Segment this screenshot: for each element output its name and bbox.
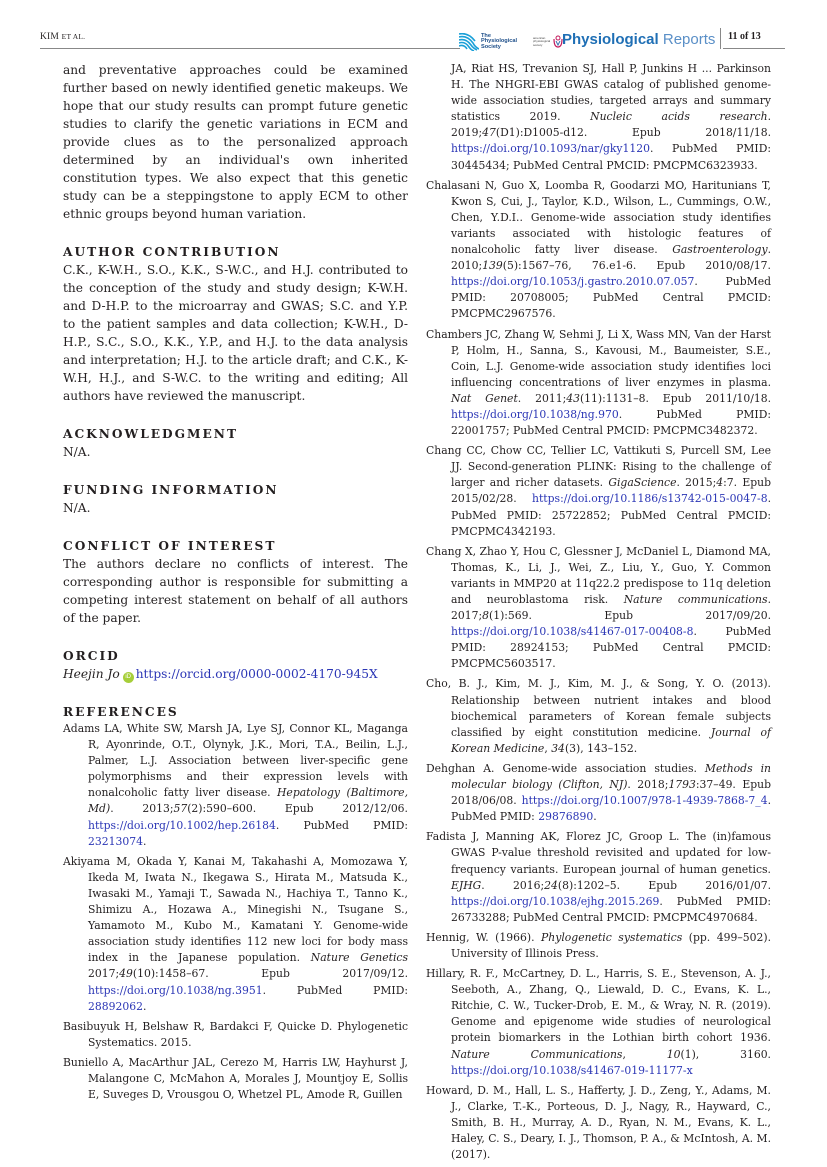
reference-doi-link[interactable]: https://doi.org/10.1186/s13742-015-0047-8 xyxy=(531,492,768,506)
reference-item xyxy=(426,676,771,756)
logo-line: Physiological xyxy=(481,38,518,45)
section-heading-references: REFERENCES xyxy=(63,705,179,719)
reference-text: (8):1202–5. Epub 2016/01/07. xyxy=(557,878,772,892)
reference-volume: 4 xyxy=(716,476,724,490)
running-head-authors: KIM xyxy=(40,32,60,42)
reference-text: . PubMed PMID: xyxy=(451,794,771,824)
reference-journal: Nature Genetics xyxy=(310,951,408,965)
reference-doi-link[interactable]: https://doi.org/10.1093/nar/gky1120 xyxy=(451,142,651,156)
reference-text: . 2016; xyxy=(481,878,545,892)
reference-volume: 139 xyxy=(482,259,503,273)
journal-brand-bold: Physiological xyxy=(562,31,659,48)
reference-doi-link[interactable]: https://doi.org/10.1007/978-1-4939-7868-7_4 xyxy=(521,794,768,808)
reference-volume: 34 xyxy=(551,741,565,755)
reference-item xyxy=(63,1055,408,1103)
reference-pmid-link[interactable]: 29876890 xyxy=(538,810,594,824)
reference-item xyxy=(426,61,771,174)
reference-volume: 1793 xyxy=(668,778,696,792)
section-heading-conflict: CONFLICT OF INTEREST xyxy=(63,539,277,553)
reference-text: . xyxy=(142,834,147,848)
header-rule xyxy=(40,48,460,49)
reference-volume: 10 xyxy=(666,1047,681,1061)
reference-journal: Nucleic acids research xyxy=(590,110,768,124)
reference-item xyxy=(426,544,771,673)
reference-item xyxy=(426,930,771,962)
reference-text: Buniello A, MacArthur JAL, Cerezo M, Harris LW, Hayhurst J, Malangone C, McMahon A, Morales J, Mountjoy E, Sollis E, Suveges D, Vrousgou O, Whetzel PL, Amode R, Guillen xyxy=(63,1055,408,1102)
reference-volume: 24 xyxy=(544,878,558,892)
logo-line: society xyxy=(533,42,543,47)
reference-journal: Hepatology (Baltimore, Md) xyxy=(88,786,408,816)
reference-text: . PubMed PMID: 22001757; PubMed Central PMCID: PMCPMC3482372. xyxy=(451,407,771,438)
physiological-society-logo xyxy=(459,32,517,52)
reference-text: Cho, B. J., Kim, M. J., Kim, M. J., & Song, Y. O. (2013). Relationship between nutrient intakes and blood biochemical parameters of Korean female subjects classified by eight constitution medicine. xyxy=(426,677,771,739)
section-heading-author-contribution: AUTHOR CONTRIBUTION xyxy=(63,245,281,259)
reference-item xyxy=(63,721,408,850)
reference-item xyxy=(426,178,771,323)
reference-volume: 43 xyxy=(566,391,580,405)
running-head xyxy=(40,32,85,42)
reference-text: . 2010; xyxy=(451,243,771,273)
reference-text: . xyxy=(593,810,597,824)
journal-brand xyxy=(562,31,715,48)
reference-doi-link[interactable]: https://doi.org/10.1038/ng.3951 xyxy=(88,983,263,997)
orcid-link[interactable]: https://orcid.org/0000-0002-4170-945X xyxy=(135,667,378,681)
reference-text: . xyxy=(142,999,147,1013)
reference-text: . PubMed PMID: xyxy=(275,818,408,832)
reference-item xyxy=(426,966,771,1079)
section-heading-orcid: ORCID xyxy=(63,649,120,663)
reference-text: :37–49. Epub 2018/06/08. xyxy=(451,778,771,808)
left-column xyxy=(63,61,408,1107)
aps-logo-text xyxy=(533,37,550,47)
reference-journal: Methods in molecular biology (Clifton, NJ) xyxy=(451,761,772,792)
journal-brand-light: Reports xyxy=(662,31,716,48)
section-heading-acknowledgment: ACKNOWLEDGMENT xyxy=(63,427,239,441)
reference-item xyxy=(63,1019,408,1051)
reference-text: . PubMed PMID: 28924153; PubMed Central PMCID: PMCPMC5603517. xyxy=(451,625,771,671)
aps-logo xyxy=(533,32,564,52)
reference-text: (D1):D1005-d12. Epub 2018/11/18. xyxy=(495,126,771,140)
reference-text: (1), 3160. xyxy=(680,1047,771,1061)
reference-text: . 2015; xyxy=(676,476,717,490)
reference-text: Hennig, W. (1966). xyxy=(426,930,542,944)
reference-journal: Nature Communications xyxy=(451,1047,623,1061)
reference-text: Howard, D. M., Hall, L. S., Hafferty, J. D., Zeng, Y., Adams, M. J., Clarke, T.-K., Porteous, D. J., Nagy, R., Hayward, C., Smith, B. H., Murray, A. D., Ryan, N. M., Evans, K. L., Haley, C. S., Deary, I. J., Thomson, P. A., & McIntosh, A. M. (2017). xyxy=(426,1083,771,1162)
reference-doi-link[interactable]: https://doi.org/10.1038/ng.970 xyxy=(451,407,619,421)
running-head-etal: ET AL. xyxy=(61,32,86,41)
reference-item xyxy=(426,327,771,440)
conflict-body: The authors declare no conflicts of interest. The corresponding author is responsible for submitting a competing interest statement on behalf of all authors of the paper. xyxy=(63,557,408,625)
reference-doi-link[interactable]: https://doi.org/10.1053/j.gastro.2010.07.057 xyxy=(451,275,695,289)
logo-line: The xyxy=(481,32,491,39)
reference-item xyxy=(426,761,771,825)
author-contribution-body: C.K., K-W.H., S.O., K.K., S-W.C., and H.J. contributed to the conception of the study and study design; K-W.H. and D-H.P. to the microarray and GWAS; S.C. and Y.P. to the patient samples and data collection; K-W.H., D-H.P., S.C., S.O., K.K., Y.P., and H.J. to the data analysis and interpretation; H.J. to the article draft; and C.K., K-W.H, H.J., and S-W.C. to the writing and editing; All authors have reviewed the manuscript. xyxy=(63,263,408,403)
reference-text: (3), 143–152. xyxy=(564,741,638,755)
reference-text: Chang CC, Chow CC, Tellier LC, Vattikuti S, Purcell SM, Lee JJ. Second-generation PLINK: Rising to the challenge of larger and richer datasets. xyxy=(426,444,771,490)
orcid-author-name: Heejin Jo xyxy=(63,667,120,681)
reference-volume: 49 xyxy=(119,967,133,981)
reference-text: :7. Epub 2015/02/28. xyxy=(451,476,772,506)
reference-text: . PubMed PMID: 26733288; PubMed Central PMCID: PMCPMC4970684. xyxy=(451,894,771,924)
logo-line: physiological xyxy=(533,39,551,44)
acknowledgment-body: N/A. xyxy=(63,445,91,459)
reference-text: . 2013; xyxy=(110,802,174,816)
reference-text: (1):569. Epub 2017/09/20. xyxy=(489,609,771,623)
reference-volume: 57 xyxy=(173,802,188,816)
reference-doi-link[interactable]: https://doi.org/10.1038/s41467-017-00408-8 xyxy=(451,625,694,639)
reference-text: Chang X, Zhao Y, Hou C, Glessner J, McDaniel L, Diamond MA, Thomas, K., Li, J., Wei, Z., Liu, Y., Guo, Y. Common variants in MMP20 at 11q22.2 predispose to 11q deletion and neuroblastoma risk. xyxy=(426,544,771,606)
reference-text: . PubMed PMID: 25722852; PubMed Central PMCID: PMCPMC4342193. xyxy=(451,492,771,538)
reference-text: . PubMed PMID: 30445434; PubMed Central PMCID: PMCPMC6323933. xyxy=(451,142,771,172)
orcid-icon: iD xyxy=(123,672,134,683)
reference-journal: Nat Genet xyxy=(451,391,518,405)
reference-text: . 2018; xyxy=(627,778,669,792)
physiological-society-text xyxy=(481,34,517,51)
references-list-left xyxy=(63,721,408,1103)
reference-doi-link[interactable]: https://doi.org/10.1038/s41467-019-11177-x xyxy=(451,1063,693,1077)
reference-text: Basibuyuk H, Belshaw R, Bardakci F, Quicke D. Phylogenetic Systematics. 2015. xyxy=(63,1019,408,1049)
reference-text: (11):1131–8. Epub 2011/10/18. xyxy=(579,391,771,405)
page-number: 11 of 13 xyxy=(728,31,761,42)
reference-text: . PubMed PMID: xyxy=(262,983,408,997)
reference-text: Fadista J, Manning AK, Florez JC, Groop L. The (in)famous GWAS P-value threshold revisited and updated for low-frequency variants. European journal of human genetics. xyxy=(426,830,771,876)
orcid-entry xyxy=(63,665,408,683)
reference-item xyxy=(426,1083,771,1163)
section-heading-funding: FUNDING INFORMATION xyxy=(63,483,279,497)
reference-text: Dehghan A. Genome-wide association studies. xyxy=(426,761,705,775)
header-divider xyxy=(720,28,721,49)
reference-text: , xyxy=(622,1047,667,1061)
reference-journal: EJHG xyxy=(451,878,482,892)
reference-item xyxy=(426,829,771,926)
reference-text: JA, Riat HS, Trevanion SJ, Hall P, Junkins H ... Parkinson H. The NHGRI-EBI GWAS catalog of published genome-wide association studies, targeted arrays and summary statistics 2019. xyxy=(451,62,771,124)
reference-journal: Journal of Korean Medicine xyxy=(451,725,771,755)
reference-text: , xyxy=(544,741,552,755)
reference-volume: 8 xyxy=(482,609,489,623)
references-list-right xyxy=(426,61,771,1163)
reference-item xyxy=(426,443,771,540)
page-header xyxy=(40,28,785,52)
intro-paragraph: and preventative approaches could be examined further based on newly identified genetic makeups. We hope that our study results can prompt future genetic studies to clarify the genetic variations in ECM and provide clues as to the personalized approach determined by an individual's own inherited constitution types. We also expect that this genetic study can be a steppingstone to apply ECM to other ethnic groups beyond human variation. xyxy=(63,63,408,221)
header-rule-right xyxy=(723,48,785,49)
reference-doi-link[interactable]: https://doi.org/10.1038/ejhg.2015.269 xyxy=(451,894,660,908)
reference-volume: 47 xyxy=(482,126,496,140)
logo-line: american xyxy=(533,36,546,41)
reference-text: Chalasani N, Guo X, Loomba R, Goodarzi MO, Haritunians T, Kwon S, Cui, J., Taylor, K.D., Wilson, L., Cummings, O.W., Chen, Y.D.I.. Genome-wide association study identifies variants associated with histologic features of nonalcoholic fatty liver disease. xyxy=(426,178,771,257)
reference-journal: GigaScience xyxy=(608,476,677,490)
reference-text: (2):590–600. Epub 2012/12/06. xyxy=(187,802,408,816)
reference-text: Hillary, R. F., McCartney, D. L., Harris, S. E., Stevenson, A. J., Seeboth, A., Zhang, Q., Liewald, D. C., Evans, K. L., Ritchie, C. W., Tucker-Drob, E. M., & Wray, N. R. (2019). Genome and epigenome wide studies of neurological protein biomarkers in the Lothian birth cohort 1936. xyxy=(426,967,771,1045)
reference-text: (5):1567–76, 76.e1-6. Epub 2010/08/17. xyxy=(502,259,771,273)
reference-pmid-link[interactable]: 23213074 xyxy=(88,834,143,848)
reference-text: . 2019; xyxy=(451,110,771,140)
right-column xyxy=(426,61,771,1167)
reference-doi-link[interactable]: https://doi.org/10.1002/hep.26184 xyxy=(88,818,276,832)
reference-text: Adams LA, White SW, Marsh JA, Lye SJ, Connor KL, Maganga R, Ayonrinde, O.T., Olynyk, J.K., Mori, T.A., Beilin, L.J., Palmer, L.J. Association between liver-specific gene polymorphisms and their expression levels with nonalcoholic fatty liver disease. xyxy=(63,722,408,800)
reference-text: (10):1458–67. Epub 2017/09/12. xyxy=(132,967,408,981)
reference-journal: Nature communications xyxy=(623,593,768,606)
reference-item xyxy=(63,854,408,1015)
reference-journal: Gastroenterology xyxy=(672,243,768,257)
funding-body: N/A. xyxy=(63,501,91,515)
reference-journal: Phylogenetic systematics xyxy=(541,930,683,944)
reference-text: 2017; xyxy=(88,967,120,981)
reference-text: . PubMed PMID: 20708005; PubMed Central PMCID: PMCPMC2967576. xyxy=(451,275,771,321)
reference-pmid-link[interactable]: 28892062 xyxy=(88,999,143,1013)
reference-text: Akiyama M, Okada Y, Kanai M, Takahashi A, Momozawa Y, Ikeda M, Iwata N., Ikegawa S., Hirata M., Matsuda K., Iwasaki M., Yamaji T., Sawada N., Hachiya T., Tanno K., Shimizu A., Hozawa A., Minegishi N., Tsugane S., Yamamoto M., Kubo M., Kamatani Y. Genome-wide association study identifies 112 new loci for body mass index in the Japanese population. xyxy=(63,854,408,965)
reference-text: . 2017; xyxy=(451,593,771,623)
reference-text: Chambers JC, Zhang W, Sehmi J, Li X, Wass MN, Van der Harst P, Holm, H., Sanna, S., Kavousi, M., Baumeister, S.E., Coin, L.J. Genome-wide association study identifies loci influencing concentrations of liver enzymes in plasma. xyxy=(426,327,771,389)
reference-text: . 2011; xyxy=(517,391,567,405)
physiological-society-wave-icon xyxy=(459,33,479,51)
logo-line: Society xyxy=(481,43,501,50)
reference-text: (pp. 499–502). University of Illinois Press. xyxy=(451,930,771,960)
